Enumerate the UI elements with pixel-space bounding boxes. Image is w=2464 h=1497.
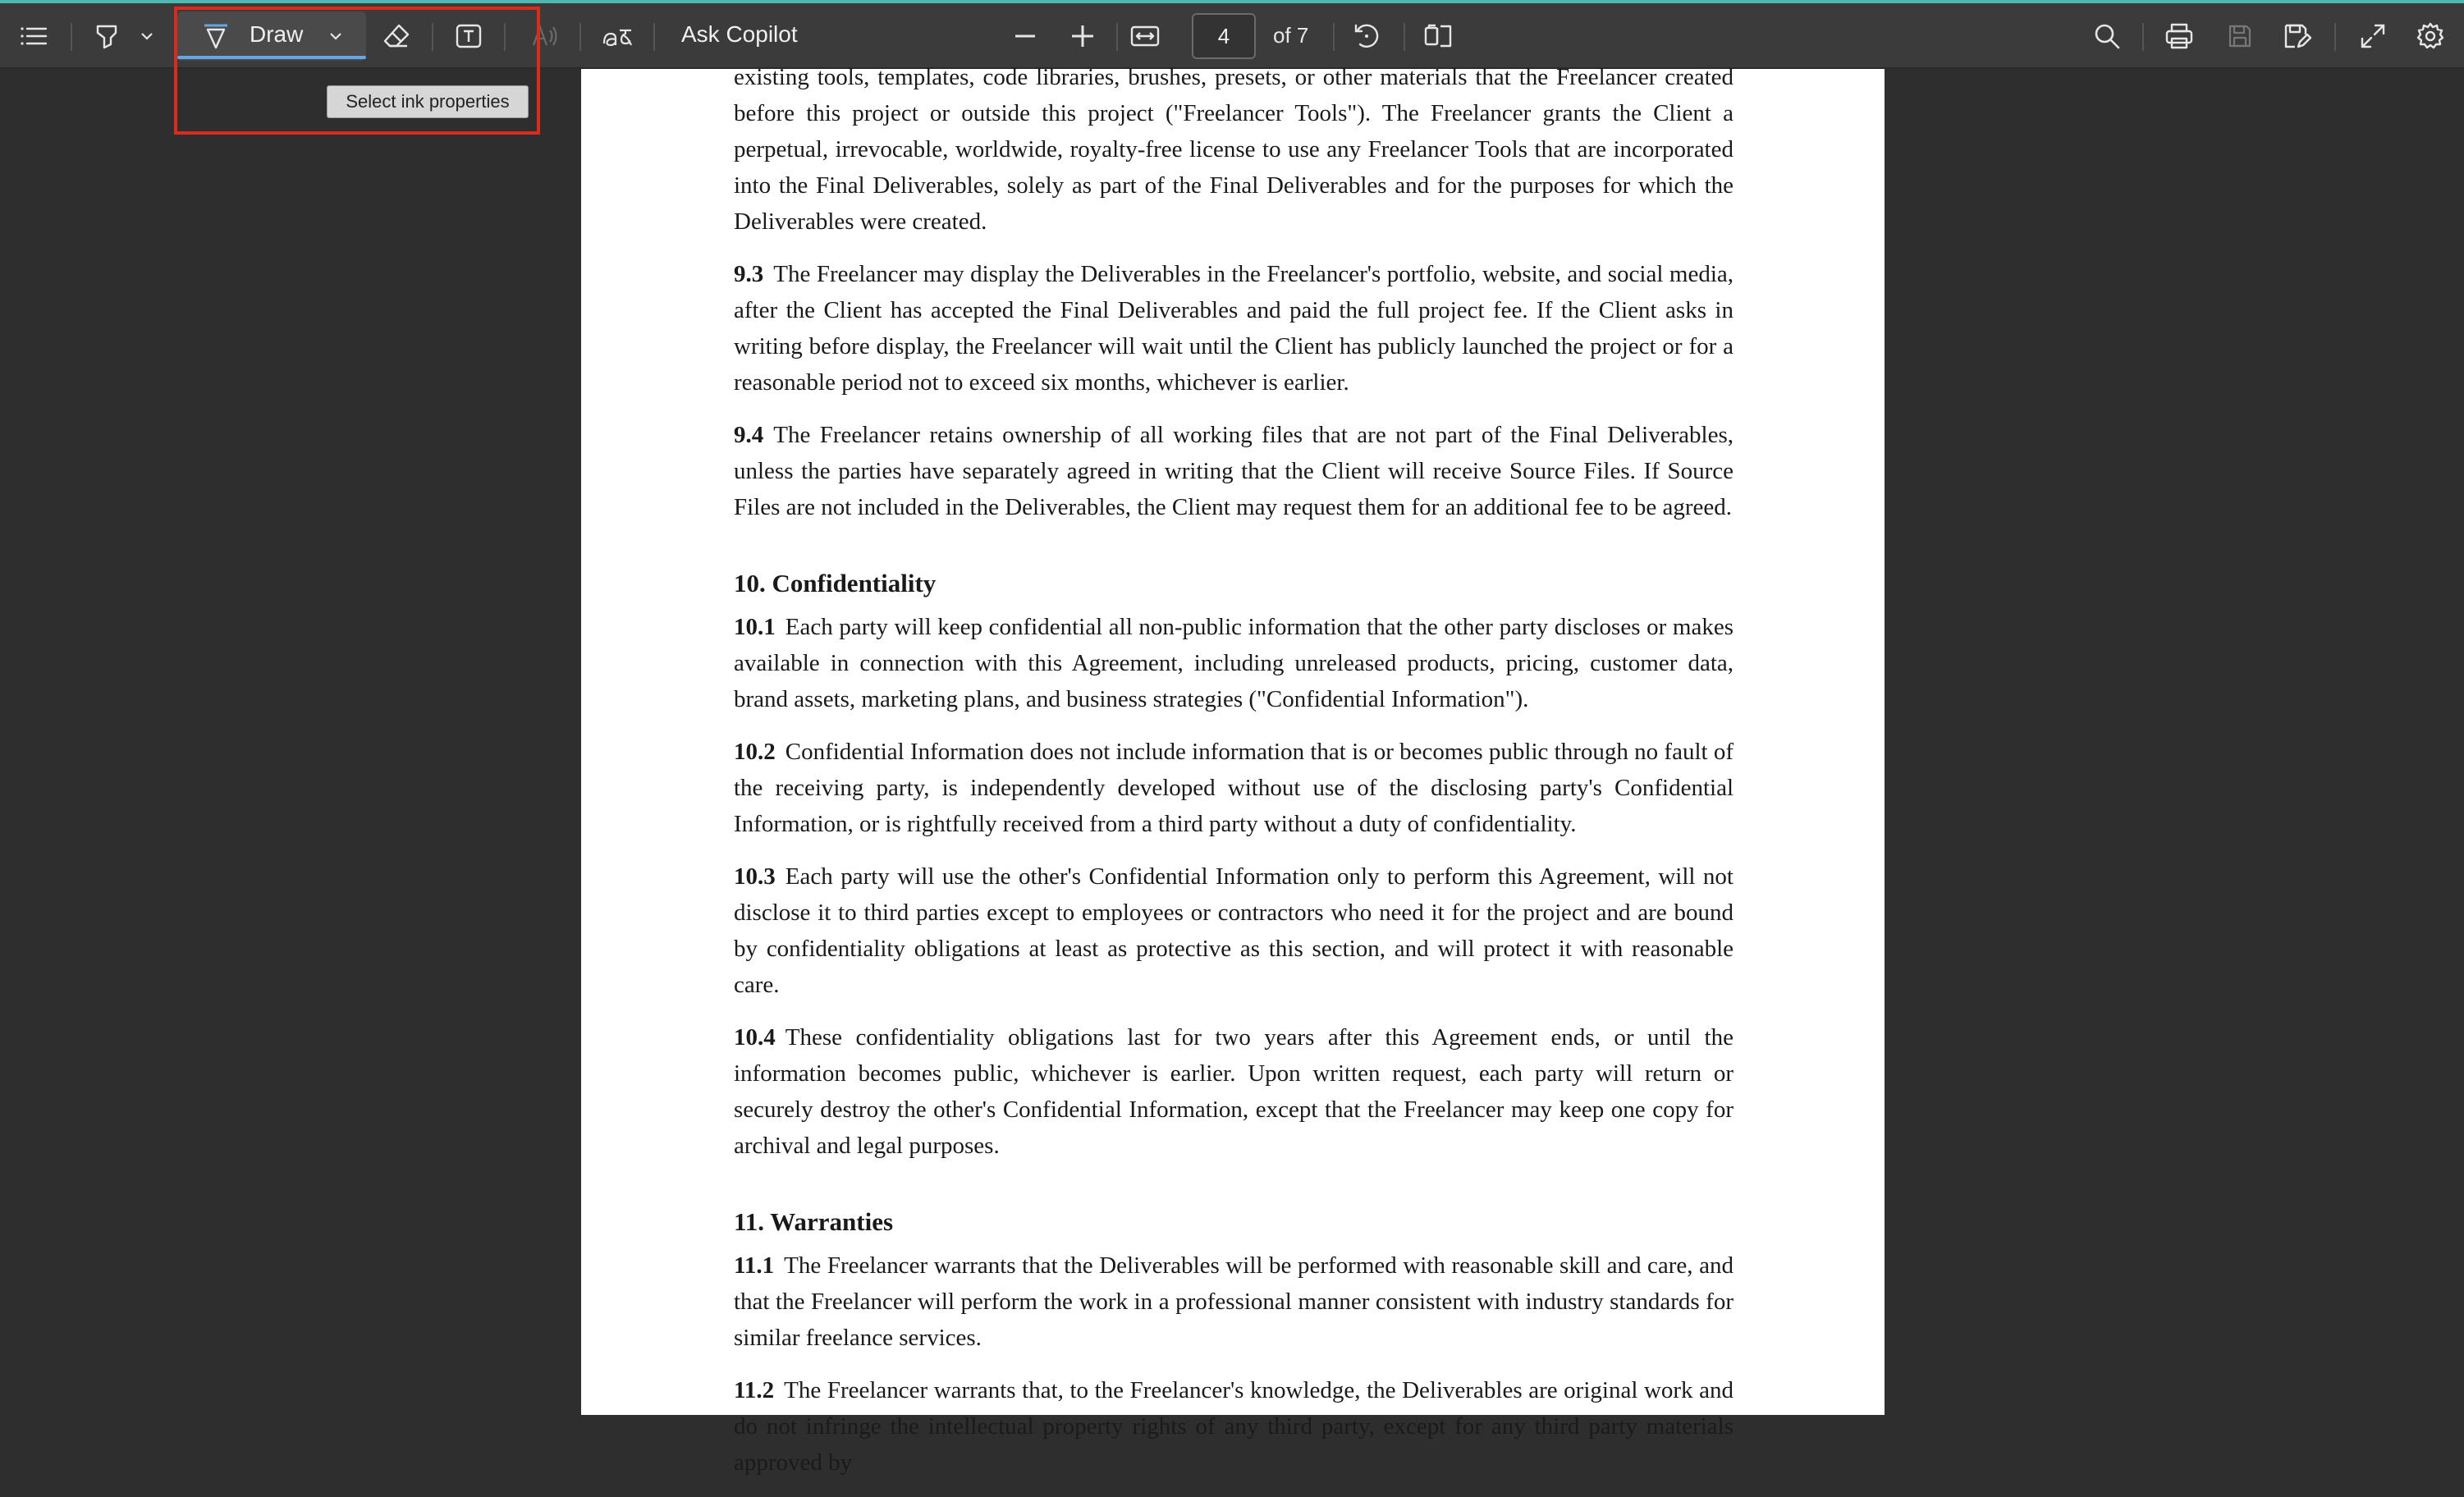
section-heading: 10. Confidentiality xyxy=(734,569,937,597)
toolbar-separator xyxy=(1333,23,1335,51)
text-box-icon[interactable] xyxy=(450,3,488,69)
paragraph: existing tools, templates, code libraries, brushes, presets, or other materials that the Freelancer created before this project or outside this project ("Freelancer Tools"). The Freelancer grants the Client a perpetual, irrevocable, worldwide, royalty-free license to use any Freelancer Tools that are incorporated into the Final Deliverables, solely as part of the Final Deliverables and for the purposes for which the Deliverables were created. xyxy=(734,64,1734,235)
read-aloud-icon xyxy=(525,3,563,69)
clause-paragraph xyxy=(734,858,1734,1003)
translate-icon[interactable] xyxy=(598,3,637,69)
clause-number: 10.2 xyxy=(734,739,776,765)
clause-text: The Freelancer warrants that the Deliverables will be performed with reasonable skill and care, and that the Freelancer will perform the work in a professional manner consistent with industry standards for similar freelance services. xyxy=(734,1252,1734,1351)
toolbar-separator xyxy=(1116,23,1118,51)
clause-paragraph xyxy=(734,256,1734,401)
draw-label[interactable]: Draw xyxy=(250,21,304,47)
clause-text: The Freelancer may display the Deliverables in the Freelancer's portfolio, website, and social media, after the Client has accepted the Final Deliverables and paid the full project fee. If the Client asks in writing before display, the Freelancer will wait until the Client has publicly launched the project or for a reasonable period not to exceed six months, whichever is earlier. xyxy=(734,261,1734,396)
clause-number: 10.4 xyxy=(734,1024,776,1051)
toolbar-separator xyxy=(1404,23,1405,51)
ask-copilot-button[interactable]: Ask Copilot xyxy=(681,21,798,47)
highlighter-icon[interactable] xyxy=(89,3,125,69)
document-body xyxy=(734,59,1734,1497)
clause-number: 10.3 xyxy=(734,863,776,890)
clause-number: 9.3 xyxy=(734,261,764,287)
clause-text: Confidential Information does not include information that is or becomes public through no fault of the receiving party, is independently developed without use of the disclosing party's Confidential Information, or is rightfully received from a third party without a duty of confidentiality. xyxy=(734,739,1734,837)
highlighter-chevron-down-icon[interactable] xyxy=(136,3,158,69)
search-icon[interactable] xyxy=(2088,3,2126,69)
clause-number: 10.1 xyxy=(734,614,776,640)
toolbar-separator xyxy=(653,23,655,51)
clause-paragraph xyxy=(734,734,1734,842)
page-total-label: of 7 xyxy=(1273,23,1309,48)
draw-pen-icon[interactable] xyxy=(197,3,235,69)
fullscreen-icon[interactable] xyxy=(2354,3,2392,69)
clause-number: 9.4 xyxy=(734,422,764,448)
draw-chevron-down-icon[interactable] xyxy=(325,3,346,69)
page-number-input[interactable]: 4 xyxy=(1192,13,1256,59)
clause-text: The Freelancer warrants that, to the Freelancer's knowledge, the Deliverables are original work and do not infringe the intellectual property rights of any third party, except for any third party materials approved by xyxy=(734,1377,1734,1476)
toolbar-separator xyxy=(2334,23,2336,51)
clause-text: The Freelancer retains ownership of all working files that are not part of the Final Deliverables, unless the parties have separately agreed in writing that the Client will receive Source Files. If Source Files are not included in the Deliverables, the Client may request them for an additional fee to be agreed. xyxy=(734,422,1734,520)
ink-properties-tooltip: Select ink properties xyxy=(327,85,529,118)
clause-paragraph xyxy=(734,609,1734,717)
toolbar-separator xyxy=(579,23,581,51)
eraser-icon[interactable] xyxy=(378,3,415,69)
toolbar-separator xyxy=(71,23,72,51)
toolbar-separator xyxy=(2142,23,2144,51)
save-icon xyxy=(2221,3,2259,69)
pdf-page xyxy=(581,64,1885,1476)
toolbar-separator xyxy=(504,23,506,51)
list-icon[interactable] xyxy=(15,3,53,69)
clause-paragraph xyxy=(734,1372,1734,1481)
clause-paragraph xyxy=(734,1248,1734,1356)
clause-text: Each party will keep confidential all non-public information that the other party discloses or makes available in connection with this Agreement, including unreleased products, pricing, customer data, brand assets, marketing plans, and business strategies ("Confidential Information"). xyxy=(734,614,1734,712)
print-icon[interactable] xyxy=(2160,3,2198,69)
clause-number: 11.2 xyxy=(734,1377,775,1403)
clause-text: These confidentiality obligations last for two years after this Agreement ends, or until the information becomes public, whichever is earlier. Upon written request, each party will return or securely destroy the other's Confidential Information, except that the Freelancer may keep one copy for archival and legal purposes. xyxy=(734,1024,1734,1159)
save-as-icon[interactable] xyxy=(2279,3,2316,69)
clause-text: Each party will use the other's Confidential Information only to perform this Agreement, will not disclose it to third parties except to employees or contractors who need it for the project and are bound by confidentiality obligations at least as protective as this section, and will protect it with reasonable care. xyxy=(734,863,1734,998)
clause-paragraph xyxy=(734,417,1734,525)
section-heading: 11. Warranties xyxy=(734,1207,894,1236)
clause-number: 11.1 xyxy=(734,1252,775,1279)
settings-icon[interactable] xyxy=(2411,3,2449,69)
clause-paragraph xyxy=(734,1019,1734,1164)
toolbar-separator xyxy=(432,23,433,51)
